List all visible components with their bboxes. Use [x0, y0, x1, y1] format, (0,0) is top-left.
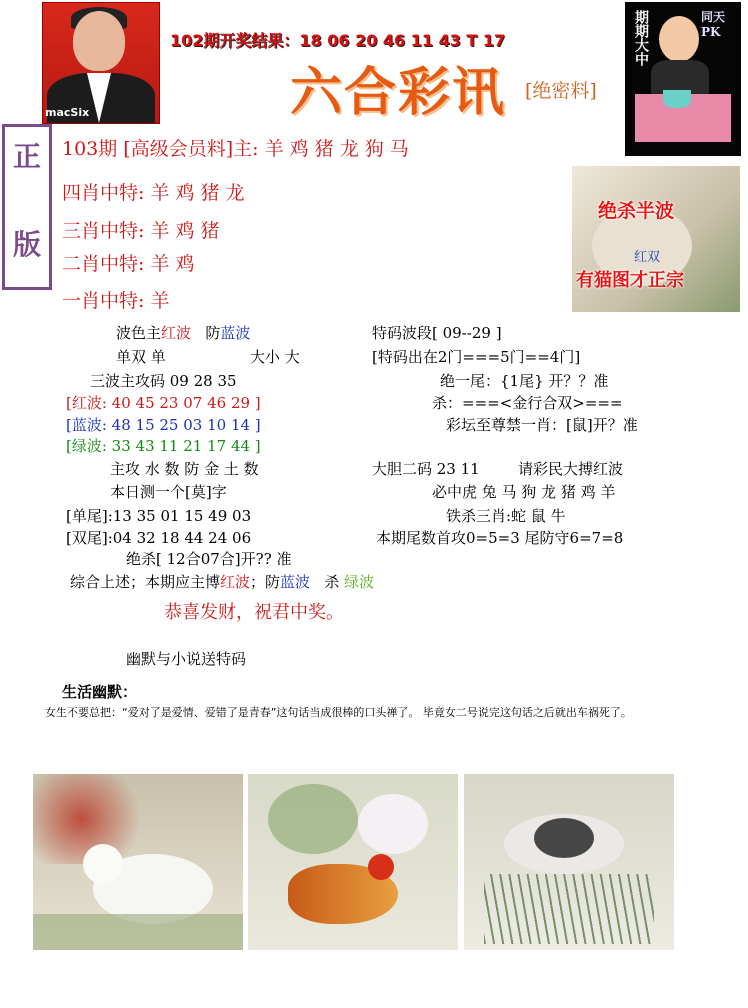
main-title: 六合彩讯	[290, 62, 507, 123]
odd-even: 单双 单	[116, 348, 166, 366]
odd-tail: [单尾]:13 35 01 15 49 03	[66, 507, 252, 525]
issue-main: 103期 [高级会员料]主: 羊 鸡 猪 龙 狗 马	[62, 138, 409, 160]
humor-story: 女生不要总把：“爱对了是爱情、爱错了是青春”这句话当成很棒的口头禅了。 毕竟女二号说完这句话之后就出车祸死了。	[45, 706, 632, 719]
summary-guard: 蓝波	[280, 573, 311, 591]
iron-kill: 铁杀三肖:蛇 鼠 牛	[446, 507, 566, 525]
pig-painting	[464, 774, 674, 950]
life-humor-label: 生活幽默：	[62, 683, 138, 701]
bold-two-codes: 大胆二码 23 11	[372, 460, 480, 478]
badge-bottom: 版	[13, 228, 42, 261]
genuine-badge	[2, 124, 52, 290]
special-range: 特码波段[ 09--29 ]	[372, 324, 502, 342]
green-wave-numbers: [绿波: 33 43 11 21 17 44 ]	[66, 437, 261, 455]
wave-line: 波色主红波 防蓝波	[116, 324, 251, 342]
kitten-image	[572, 166, 740, 312]
two-zodiac: 二肖中特: 羊 鸡	[62, 253, 195, 275]
three-wave-attack: 三波主攻码 09 28 35	[90, 372, 237, 390]
summary-line: 综合上述；本期应主博红波；防蓝波 杀 绿波	[70, 573, 375, 591]
must-win: 必中虎 兔 马 狗 龙 猪 鸡 羊	[432, 483, 616, 501]
char-guess: 本日测一个[莫]字	[110, 483, 227, 501]
summary-main: 红波	[220, 573, 251, 591]
even-tail: [双尾]:04 32 18 44 24 06	[66, 529, 252, 547]
big-small: 大小 大	[250, 348, 300, 366]
sheep-painting	[33, 774, 243, 950]
last-result: 102期开奖结果：18 06 20 46 11 43 T 17	[170, 31, 506, 50]
three-zodiac: 三肖中特: 羊 鸡 猪	[62, 220, 220, 242]
wave-guard: 蓝波	[220, 324, 251, 342]
humor-title: 幽默与小说送特码	[126, 650, 247, 668]
wave-main: 红波	[161, 324, 192, 342]
kill-tail: 绝一尾：{1尾} 开？？准	[440, 372, 609, 390]
summary-kill: 绿波	[344, 573, 375, 591]
portrait-logo: macSix	[45, 106, 90, 119]
congrats: 恭喜发财，祝君中奖。	[164, 602, 344, 623]
cartoon-text-left: 期期大中	[633, 10, 649, 66]
cartoon-image	[625, 2, 741, 156]
badge-top: 正	[13, 140, 42, 173]
kill-combo-right: 杀：===<金行合双>===	[432, 394, 623, 412]
main-subtitle: [绝密料]	[525, 80, 597, 102]
kitten-line3: 有猫图才正宗	[576, 270, 684, 291]
blue-wave-numbers: [蓝波: 48 15 25 03 10 14 ]	[66, 416, 261, 434]
portrait-photo	[42, 2, 160, 124]
one-zodiac: 一肖中特: 羊	[62, 290, 170, 312]
kitten-line1: 绝杀半波	[598, 200, 675, 222]
five-elements: 主攻 水 数 防 金 土 数	[110, 460, 259, 478]
rooster-painting	[248, 774, 458, 950]
invite-red-wave: 请彩民大搏红波	[518, 460, 624, 478]
four-zodiac: 四肖中特: 羊 鸡 猪 龙	[62, 182, 245, 204]
red-wave-numbers: [红波: 40 45 23 07 46 29 ]	[66, 394, 261, 412]
tail-info: 本期尾数首攻0=5=3 尾防守6=7=8	[376, 529, 624, 547]
kill-combo-left: 绝杀[ 12合07合]开?? 准	[126, 550, 292, 568]
cartoon-text-right: 同天PK	[701, 10, 726, 39]
kitten-line2: 红双	[634, 250, 661, 265]
forum-zodiac: 彩坛至尊禁一肖：[鼠]开？准	[446, 416, 638, 434]
door-info: [特码出在2门===5门==4门]	[372, 348, 581, 366]
